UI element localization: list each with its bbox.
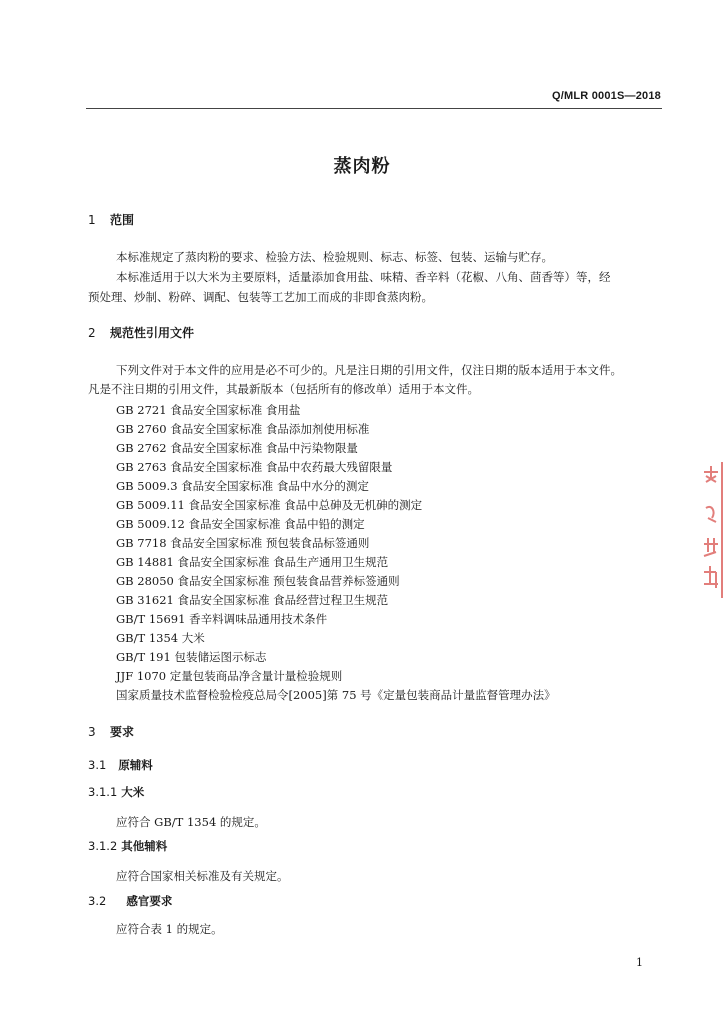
reference-item: GB/T 15691 香辛料调味品通用技术条件 [116, 612, 328, 626]
reference-item: GB/T 191 包装储运图示标志 [116, 650, 267, 664]
document-number: Q/MLR 0001S—2018 [552, 90, 661, 102]
reference-item: GB 7718 食品安全国家标准 预包装食品标签通则 [116, 536, 370, 550]
subsection-title: 感官要求 [126, 894, 173, 908]
section-number: 1 [88, 213, 96, 227]
section-2-heading [88, 324, 194, 341]
reference-item: GB 2762 食品安全国家标准 食品中污染物限量 [116, 441, 358, 455]
reference-item: GB 5009.12 食品安全国家标准 食品中铅的测定 [116, 517, 365, 531]
section-number: 2 [88, 326, 96, 340]
subsection-title: 大米 [121, 785, 145, 799]
reference-item: JJF 1070 定量包装商品净含量计量检验规则 [116, 669, 343, 683]
reference-item: GB/T 1354 大米 [116, 631, 205, 645]
document-title: 蒸肉粉 [333, 156, 391, 177]
section-title: 要求 [110, 725, 135, 739]
section-title: 范围 [110, 213, 135, 227]
references-intro-line-1: 下列文件对于本文件的应用是必不可少的。凡是注日期的引用文件，仅注日期的版本适用于本文件。 [116, 363, 622, 377]
subsection-number: 3.2 [88, 894, 107, 908]
header-rule [86, 108, 662, 109]
subsection-number: 3.1.1 [88, 785, 118, 799]
subsection-3-1-2-heading [88, 838, 167, 854]
references-intro-line-2: 凡是不注日期的引用文件，其最新版本（包括所有的修改单）适用于本文件。 [88, 382, 479, 396]
sensory-requirement-text: 应符合表 1 的规定。 [116, 922, 223, 936]
reference-item: GB 5009.11 食品安全国家标准 食品中总砷及无机砷的测定 [116, 498, 423, 512]
scope-paragraph-2-line-2: 预处理、炒制、粉碎、调配、包装等工艺加工而成的非即食蒸肉粉。 [88, 290, 433, 304]
other-ingredients-text: 应符合国家相关标准及有关规定。 [116, 869, 289, 883]
subsection-title: 其他辅料 [121, 839, 168, 853]
subsection-number: 3.1.2 [88, 839, 118, 853]
section-title: 规范性引用文件 [110, 326, 195, 340]
section-3-heading [88, 723, 134, 740]
reference-item: GB 28050 食品安全国家标准 预包装食品营养标签通则 [116, 574, 400, 588]
reference-item: GB 5009.3 食品安全国家标准 食品中水分的测定 [116, 479, 369, 493]
subsection-number: 3.1 [88, 758, 107, 772]
subsection-3-2-heading [88, 893, 172, 909]
section-1-heading [88, 211, 134, 228]
reference-item: GB 2721 食品安全国家标准 食用盐 [116, 403, 301, 417]
subsection-3-1-heading [88, 757, 153, 773]
subsection-title: 原辅料 [118, 758, 153, 772]
scope-paragraph-2-line-1: 本标准适用于以大米为主要原料，适量添加食用盐、味精、香辛料（花椒、八角、茴香等）等，经 [116, 270, 611, 284]
reference-item: GB 14881 食品安全国家标准 食品生产通用卫生规范 [116, 555, 389, 569]
reference-item: GB 2763 食品安全国家标准 食品中农药最大残留限量 [116, 460, 393, 474]
reference-item: GB 31621 食品安全国家标准 食品经营过程卫生规范 [116, 593, 389, 607]
section-number: 3 [88, 725, 96, 739]
reference-item: GB 2760 食品安全国家标准 食品添加剂使用标准 [116, 422, 370, 436]
seal-stamp-icon [698, 460, 724, 600]
subsection-3-1-1-heading [88, 784, 144, 800]
page-number: 1 [636, 956, 643, 969]
scope-paragraph-1: 本标准规定了蒸肉粉的要求、检验方法、检验规则、标志、标签、包装、运输与贮存。 [116, 250, 553, 264]
reference-item: 国家质量技术监督检验检疫总局令[2005]第 75 号《定量包装商品计量监督管理办法》 [116, 688, 556, 702]
rice-requirement-text: 应符合 GB/T 1354 的规定。 [116, 815, 266, 829]
